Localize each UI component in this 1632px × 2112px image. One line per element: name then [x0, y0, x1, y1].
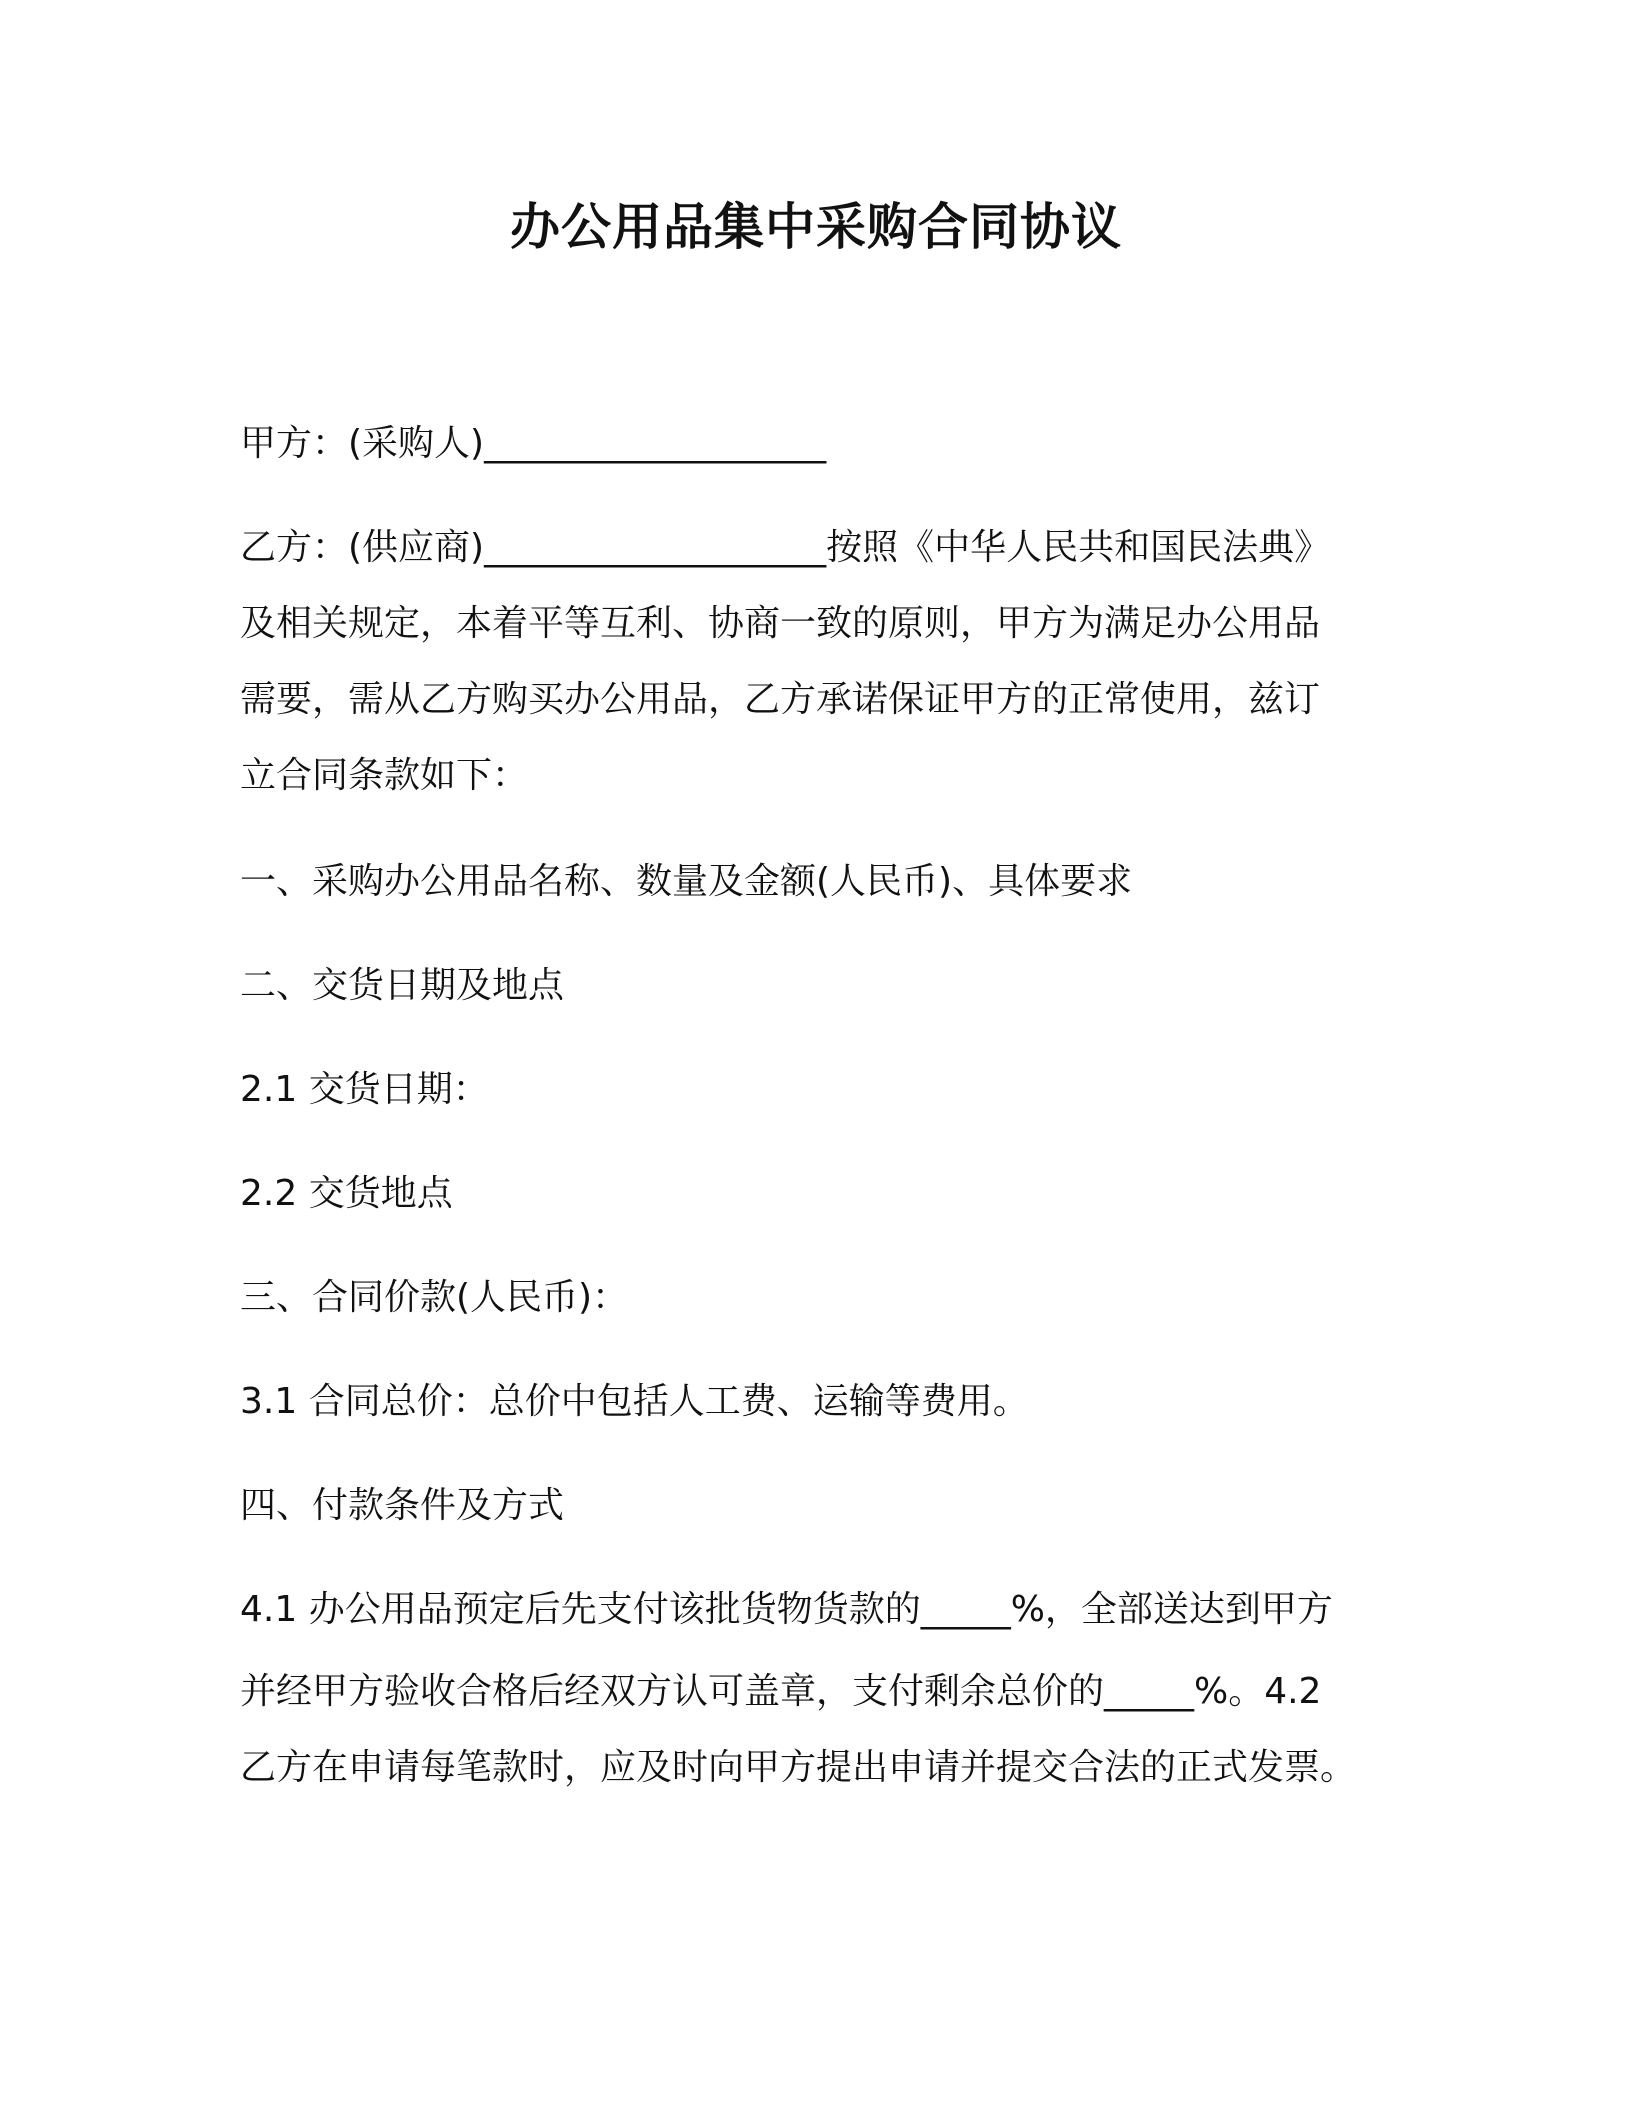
preamble-line-3: 需要，需从乙方购买办公用品，乙方承诺保证甲方的正常使用，兹订 — [240, 679, 1321, 720]
clause-4-2-line: 乙方在申请每笔款时，应及时向甲方提出申请并提交合法的正式发票。 — [240, 1747, 1357, 1788]
party-a-line: 甲方：(采购人)___________________ — [240, 423, 827, 464]
party-b-line: 乙方：(供应商)___________________按照《中华人民共和国民法典》 — [240, 527, 1331, 568]
section-heading-2: 二、交货日期及地点 — [240, 965, 565, 1006]
section-heading-4: 四、付款条件及方式 — [240, 1485, 565, 1526]
clause-4-1-line-2: 并经甲方验收合格后经双方认可盖章，支付剩余总价的_____%。4.2 — [240, 1671, 1322, 1712]
clause-3-1: 3.1 合同总价：总价中包括人工费、运输等费用。 — [240, 1381, 1029, 1422]
document-title: 办公用品集中采购合同协议 — [510, 198, 1122, 256]
section-heading-3: 三、合同价款(人民币)： — [240, 1277, 629, 1318]
preamble-line-4: 立合同条款如下： — [240, 755, 529, 796]
preamble-line-2: 及相关规定，本着平等互利、协商一致的原则，甲方为满足办公用品 — [240, 603, 1321, 644]
clause-4-1-line-1: 4.1 办公用品预定后先支付该批货物货款的_____%，全部送达到甲方 — [240, 1589, 1333, 1630]
section-heading-1: 一、采购办公用品名称、数量及金额(人民币)、具体要求 — [240, 861, 1133, 902]
clause-2-2: 2.2 交货地点 — [240, 1173, 453, 1214]
clause-2-1: 2.1 交货日期： — [240, 1069, 489, 1110]
